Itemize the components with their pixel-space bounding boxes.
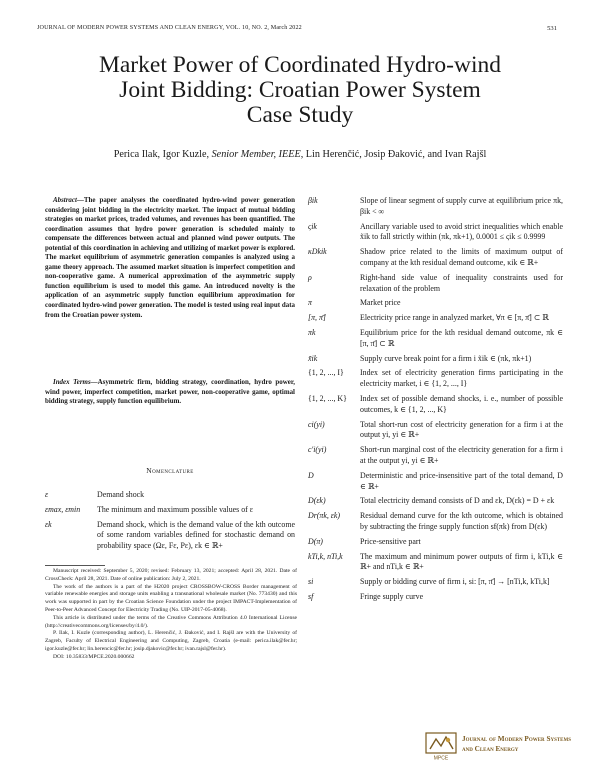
footnote-license: This article is distributed under the terms of the Creative Commons Attribution 4.0 International License (http://creativecommons.org/licenses/by/4.0/). [45, 614, 297, 629]
nomenclature-entry [308, 222, 563, 244]
nomenclature-description: The minimum and maximum possible values of ε [97, 504, 254, 514]
paper-title [40, 53, 560, 128]
nomenclature-description: Supply or bidding curve of firm i, si: [π, π̄] → [nTi,k, kTi,k] [360, 577, 550, 587]
nomenclature-entry [308, 420, 563, 442]
nomenclature-entry [308, 592, 563, 603]
nomenclature-symbol: [π, π̄] [308, 313, 326, 323]
nomenclature-description: Right-hand side value of inequality constraints used for relaxation of the problem [360, 272, 563, 293]
nomenclature-symbol: εmax, εmin [45, 504, 81, 514]
nomenclature-entry [308, 196, 563, 218]
nomenclature-symbol: ρ [308, 272, 312, 282]
nomenclature-description: Ancillary variable used to avoid strict inequalities which enable x̃ik to fall strictly within (πk, πk+1), 0.0001 ≤ ςik ≤ 0.9999 [360, 221, 563, 242]
page-number: 531 [547, 25, 557, 32]
abstract-text: —The paper analyses the coordinated hydro-wind power generation considering joint bidding in the electricity market. The impact of mutual bidding strategies on market prices, traded volumes, and revenues has been quantified. The coordination assumes that hydro power generation is scheduled mainly to compensate the differences between actual and planned wind power outputs. The potential of this coordination in achieving and utilizing of market power is explored. The market equilibrium of asymmetric generation companies is analyzed using a game theory approach. The assumed market situation is imperfect competition and non-cooperative game. A numerical approximation of the asymmetric supply function equilibrium is used to model this game. An introduced novelty is the application of an asymmetric supply function equilibrium approximation for coordinated hydro-wind power generation. The model is tested using real input data from the Croatian power system. [45, 196, 295, 319]
nomenclature-description: Supply curve break point for a firm i x̃ik ∈ (πk, πk+1) [360, 353, 532, 363]
nomenclature-symbol: Dr(πk, εk) [308, 511, 341, 521]
nomenclature-entry [308, 313, 563, 324]
nomenclature-description: Index set of electricity generation firms participating in the electricity market, i ∈ {1, 2, ..., I} [360, 368, 563, 389]
nomenclature-description: Electricity price range in analyzed market, ∀π ∈ [π, π̄] ⊂ ℝ [360, 313, 549, 323]
nomenclature-description: The maximum and minimum power outputs of firm i, kTi,k ∈ ℝ+ and nTi,k ∈ ℝ+ [360, 551, 563, 572]
nomenclature-description: Short-run marginal cost of the electricity generation for a firm i at the output yi, yi ∈ ℝ+ [360, 445, 563, 465]
nomenclature-entry [45, 490, 295, 501]
nomenclature-symbol: κDkik [308, 247, 327, 257]
nomenclature-description: Equilibrium price for the kth residual demand outcome, πk ∈ [π, π̄] ⊂ ℝ [360, 327, 563, 348]
author-list [40, 149, 560, 160]
nomenclature-symbol: D(π) [308, 536, 323, 546]
footnote-affiliation: P. Ilak, I. Kuzle (corresponding author), L. Herenčić, J. Đaković, and I. Rajšl are with the University of Zagreb, Faculty of Electrical Engineering and Computing, Zagreb, Croatia (e-mail: perica.ilak@fer.hr; igor.kuzle@fer.hr; lin.herencic@fer.hr; josip.djakovic@fer.hr; ivan.rajsl@fer.hr). [45, 630, 297, 652]
nomenclature-description: Fringe supply curve [360, 591, 424, 601]
nomenclature-entry [308, 298, 563, 309]
nomenclature-entry [308, 354, 563, 365]
nomenclature-description: Index set of possible demand shocks, i. e., number of possible outcomes, k ∈ {1, 2, ..., K} [360, 393, 563, 414]
nomenclature-heading: Nomenclature [146, 466, 194, 475]
logo-line-1: Journal of Modern Power Systems [462, 735, 572, 743]
mpce-emblem-icon [424, 731, 460, 761]
nomenclature-right [308, 196, 563, 603]
nomenclature-entry [45, 520, 295, 552]
nomenclature-entry [308, 273, 563, 295]
authors-after: , Lin Herenčić, Josip Đaković, and Ivan Rajšl [300, 149, 487, 160]
nomenclature-symbol: ςik [308, 221, 317, 231]
nomenclature-entry [308, 328, 563, 350]
nomenclature-entry [308, 511, 563, 533]
nomenclature-symbol: βik [308, 196, 318, 205]
nomenclature-entry [308, 445, 563, 467]
nomenclature-symbol: π [308, 298, 312, 308]
nomenclature-symbol: kTi,k, nTi,k [308, 551, 343, 561]
nomenclature-description: Shadow price related to the limits of maximum output of company at the kth residual demand outcome, κik ∈ ℝ+ [360, 247, 563, 267]
nomenclature-description: Market price [360, 298, 401, 308]
abstract-label: Abstract [53, 196, 77, 204]
footnote-doi: DOI: 10.35833/MPCE.2020.000662 [53, 653, 135, 660]
nomenclature-symbol: sf [308, 591, 314, 601]
nomenclature-symbol: εk [45, 519, 52, 529]
nomenclature-entry [308, 394, 563, 416]
nomenclature-symbol: πk [308, 327, 316, 337]
index-terms-label: Index Terms [53, 378, 91, 386]
title-line-1: Market Power of Coordinated Hydro-wind [98, 52, 502, 78]
title-line-3: Case Study [246, 102, 354, 128]
nomenclature-description: Deterministic and price-insensitive part of the total demand, D ∈ ℝ+ [360, 470, 563, 491]
nomenclature-entry [45, 505, 295, 516]
footnote-funding: The work of the authors is a part of the H2020 project CROSSBOW-CROSS Border management of variable renewable energies and storage units enabling a transnational wholesale market (No. 773430) and this work was supported in part by the Croatian Science Foundation under the project IMPACT-Implementation of Peer-to-Peer Advanced Concept for Electricity Trading (No. UIP-2017-05-4068). [45, 583, 297, 613]
nomenclature-symbol: D(εk) [308, 496, 326, 506]
nomenclature-description: Slope of linear segment of supply curve at equilibrium price πk, βik < ∞ [360, 196, 563, 216]
logo-line-2: and Clean Energy [462, 745, 519, 754]
nomenclature-symbol: c′i(yi) [308, 445, 327, 455]
nomenclature-entry [308, 471, 563, 493]
nomenclature-entry [308, 537, 563, 548]
abstract [45, 196, 295, 320]
nomenclature-description: Demand shock, which is the demand value of the kth outcome of some random variables defined for stochastic demand on probability space (Ωε, Fε, Pε), εk ∈ ℝ+ [97, 519, 295, 551]
mpce-emblem-text: MPCE [433, 755, 449, 761]
footnote-rule [45, 565, 105, 566]
nomenclature-entry [308, 496, 563, 507]
nomenclature-description: Total electricity demand consists of D and εk, D(εk) = D + εk [360, 496, 555, 506]
title-line-2: Joint Bidding: Croatian Power System [119, 77, 481, 103]
nomenclature-symbol: ε [45, 490, 49, 499]
nomenclature-entry [308, 577, 563, 588]
nomenclature-description: Demand shock [97, 490, 145, 499]
nomenclature-symbol: {1, 2, ..., I} [308, 368, 344, 378]
nomenclature-symbol: x̃ik [308, 353, 318, 363]
nomenclature-entry [308, 368, 563, 390]
nomenclature-symbol: ci(yi) [308, 419, 325, 429]
nomenclature-symbol: D [308, 470, 314, 480]
nomenclature-left [45, 490, 295, 552]
nomenclature-description: Residual demand curve for the kth outcome, which is obtained by subtracting the fringe supply function sf(πk) from D(εk) [360, 511, 563, 531]
index-terms-text: —Asymmetric firm, bidding strategy, coordination, hydro power, wind power, imperfect competition, market power, non-cooperative game, optimal bidding strategy, supply function equilibrium. [45, 378, 295, 406]
footnote-manuscript: Manuscript received: September 5, 2020; revised: February 13, 2021; accepted: April 28, 2021. Date of CrossCheck: April 28, 2021. Date of online publication: July 2, 2021. [45, 568, 297, 582]
index-terms [45, 378, 295, 407]
nomenclature-entry [308, 552, 563, 574]
authors-before: Perica Ilak, Igor Kuzle, [113, 149, 212, 160]
nomenclature-description: Price-sensitive part [360, 536, 421, 546]
running-header: JOURNAL OF MODERN POWER SYSTEMS AND CLEAN ENERGY, VOL. 10, NO. 2, March 2022 [37, 25, 302, 31]
authors-member-grade: Senior Member, IEEE [211, 149, 301, 160]
nomenclature-symbol: {1, 2, ..., K} [308, 393, 347, 403]
nomenclature-symbol: si [308, 577, 314, 587]
nomenclature-entry [308, 247, 563, 269]
journal-logo-text [462, 734, 571, 755]
footnotes [45, 568, 297, 662]
nomenclature-description: Total short-run cost of electricity generation for a firm i at the output yi, yi ∈ ℝ+ [360, 419, 563, 440]
